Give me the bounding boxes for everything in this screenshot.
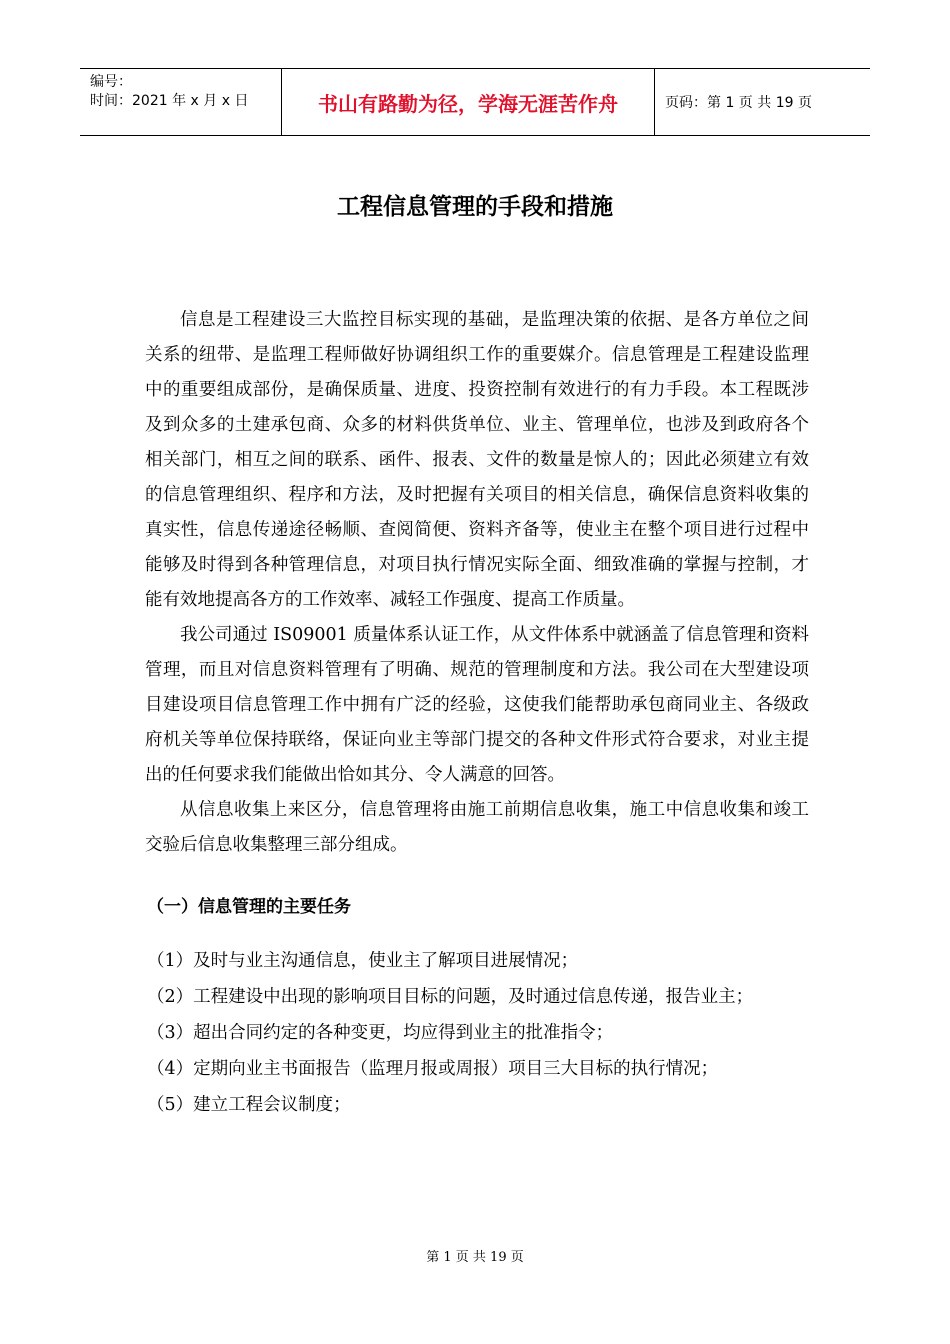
paragraph: 我公司通过 IS09001 质量体系认证工作，从文件体系中就涵盖了信息管理和资料管理，而且对信息资料管理有了明确、规范的管理制度和方法。我公司在大型建设项目建设项目信息管理工作中拥有广泛的经验，这使我们能帮助承包商同业主、各级政府机关等单位保持联络，保证向业主等部门提交的各种文件形式符合要求，对业主提出的任何要求我们能做出恰如其分、令人满意的回答。 xyxy=(145,625,809,785)
list-item: （2）工程建设中出现的影响项目目标的问题，及时通过信息传递，报告业主； xyxy=(147,987,754,1007)
document-title: 工程信息管理的手段和措施 xyxy=(337,194,613,220)
document-number: 编号： xyxy=(90,74,132,90)
header-meta xyxy=(80,69,282,135)
document-date: 时间：2021 年 x 月 x 日 xyxy=(90,93,249,109)
header-motto: 书山有路勤为径，学海无涯苦作舟 xyxy=(282,69,655,135)
list-item: （5）建立工程会议制度； xyxy=(147,1095,351,1115)
header-page-info: 页码：第 1 页 共 19 页 xyxy=(665,95,812,111)
page-header xyxy=(80,68,870,136)
paragraph: 信息是工程建设三大监控目标实现的基础，是监理决策的依据、是各方单位之间关系的纽带、是监理工程师做好协调组织工作的重要媒介。信息管理是工程建设监理中的重要组成部份，是确保质量、进度、投资控制有效进行的有力手段。本工程既涉及到众多的土建承包商、众多的材料供货单位、业主、管理单位，也涉及到政府各个相关部门，相互之间的联系、函件、报表、文件的数量是惊人的；因此必须建立有效的信息管理组织、程序和方法，及时把握有关项目的相关信息，确保信息资料收集的真实性，信息传递途径畅顺、查阅简便、资料齐备等，使业主在整个项目进行过程中能够及时得到各种管理信息，对项目执行情况实际全面、细致准确的掌握与控制，才能有效地提高各方的工作效率、减轻工作强度、提高工作质量。 xyxy=(145,310,809,610)
task-list xyxy=(145,944,809,1122)
paragraph: 从信息收集上来区分，信息管理将由施工前期信息收集，施工中信息收集和竣工交验后信息收集整理三部分组成。 xyxy=(145,800,809,855)
document-body xyxy=(145,303,809,1124)
section-heading: （一）信息管理的主要任务 xyxy=(147,897,351,917)
list-item: （3）超出合同约定的各种变更，均应得到业主的批准指令； xyxy=(147,1023,614,1043)
list-item: （1）及时与业主沟通信息，使业主了解项目进展情况； xyxy=(147,951,579,971)
page-footer: 第 1 页 共 19 页 xyxy=(426,1250,524,1265)
list-item: （4）定期向业主书面报告（监理月报或周报）项目三大目标的执行情况； xyxy=(147,1059,719,1079)
